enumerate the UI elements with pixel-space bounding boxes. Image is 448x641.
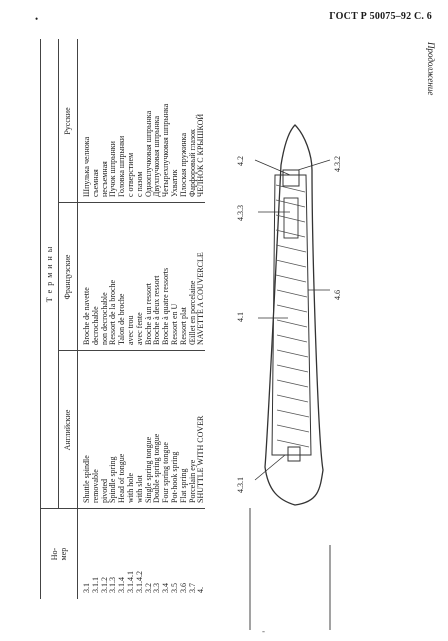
table-cell-fr: Ressort de la broche xyxy=(108,279,118,345)
table-cell-fr: Broche à quatre ressorts xyxy=(161,267,171,345)
table-cell-num: 3.1.4 xyxy=(117,577,127,593)
french-column-header: Французские xyxy=(63,254,72,300)
table-cell-en: removable xyxy=(90,469,100,503)
table-cell-num: 3.6 xyxy=(178,583,188,593)
table-cell-ru: ЧЕЛНОК С КРЫШКОЙ xyxy=(196,113,206,197)
table-cell-ru: Головка шпрынки xyxy=(117,135,127,197)
table-cell-fr: avec fente xyxy=(134,312,144,345)
table-cell-fr: Ressort en U xyxy=(170,303,179,345)
table-cell-fr: non decrochable xyxy=(99,292,109,345)
label-4-3-1: 4.3.1 xyxy=(236,477,245,493)
english-column-header: Английские xyxy=(63,409,72,451)
label-4-3-3: 4.3.3 xyxy=(236,205,245,221)
table-cell-en: Four spring tongue xyxy=(161,442,171,503)
table-cell-num: 3.1.2 xyxy=(99,577,109,593)
number-column-header: Но- мер xyxy=(49,547,68,561)
table-cell-ru: Пучок шпрынки xyxy=(108,141,118,197)
page-dot-mark: • xyxy=(35,14,39,24)
table-cell-ru: Фарфоровый глазок xyxy=(187,129,197,197)
table-cell-en: Porcelain eye xyxy=(187,459,197,503)
table-cell-en: SHUTTLE WITH COVER xyxy=(196,415,206,503)
table-cell-ru: с пазом xyxy=(134,171,144,197)
table-cell-ru: Ухватик xyxy=(170,169,179,197)
label-4-3-2: 4.3.2 xyxy=(333,156,342,172)
table-cell-num: 3.4 xyxy=(161,583,171,593)
table-cell-en: Single spring tongue xyxy=(143,436,153,503)
table-cell-fr: decrochable xyxy=(90,306,100,345)
table-cell-ru: с отверстием xyxy=(126,152,135,197)
label-4-1: 4.1 xyxy=(236,312,245,322)
page-header: ГОСТ Р 50075–92 С. 6 xyxy=(329,11,432,22)
table-cell-en: Shuttle spindle xyxy=(82,455,91,503)
table-cell-fr: Broche à un ressort xyxy=(143,283,153,345)
table-cell-ru: Двухпучковая шпрынка xyxy=(152,115,162,197)
continued-label: Продолжение xyxy=(426,42,436,96)
table-cell-ru: Одноплучковая шпрынка xyxy=(143,110,153,197)
table-cell-ru: Плоская пружинка xyxy=(178,133,188,197)
footer-mark: - xyxy=(262,626,265,636)
label-4-6: 4.6 xyxy=(333,290,342,300)
table-cell-ru: съемная xyxy=(90,169,100,197)
table-cell-num: 3.1 xyxy=(82,583,91,593)
table-cell-ru: несъемная xyxy=(99,161,109,197)
table-cell-num: 3.1.3 xyxy=(108,577,118,593)
table-cell-fr: Œillet en porcelaine xyxy=(187,280,197,345)
table-cell-fr: NAVETTE A COUVERCLE xyxy=(196,252,206,345)
table-cell-num: 3.3 xyxy=(152,583,162,593)
table-cell-fr: Talon de broche xyxy=(117,293,127,345)
table-cell-num: 4. xyxy=(196,587,206,593)
terms-header: Т е р м и н ы xyxy=(44,245,54,303)
table-cell-en: Flat spring xyxy=(178,468,188,503)
table-cell-fr: Broche de navette xyxy=(82,287,91,345)
table-cell-en: Head of tongue xyxy=(117,453,127,503)
table-cell-num: 3.5 xyxy=(170,583,179,593)
table-cell-fr: avec trou xyxy=(126,315,135,345)
table-cell-en: with hole xyxy=(126,473,135,503)
table-cell-en: Pot-hook spring xyxy=(170,451,179,503)
table-cell-ru: Четырехпучковая шпрынка xyxy=(161,103,171,197)
table-cell-num: 3.1.4.2 xyxy=(134,571,144,593)
table-cell-num: 3.2 xyxy=(143,583,153,593)
table-cell-ru: Шпулька челнока xyxy=(82,136,91,197)
label-4-2: 4.2 xyxy=(236,156,245,166)
table-cell-en: Spindle spring xyxy=(108,456,118,503)
table-cell-num: 3.1.4.1 xyxy=(126,571,135,593)
table-cell-fr: Ressort plat xyxy=(178,307,188,345)
table-cell-num: 3.7 xyxy=(187,583,197,593)
russian-column-header: Русские xyxy=(63,107,72,135)
table-cell-en: with slot xyxy=(134,475,144,503)
table-cell-fr: Broche à deux ressort xyxy=(152,275,162,345)
table-cell-en: pivoted xyxy=(99,479,109,503)
table-cell-num: 3.1.1 xyxy=(90,577,100,593)
table-cell-en: Double spring tongue xyxy=(152,433,162,503)
